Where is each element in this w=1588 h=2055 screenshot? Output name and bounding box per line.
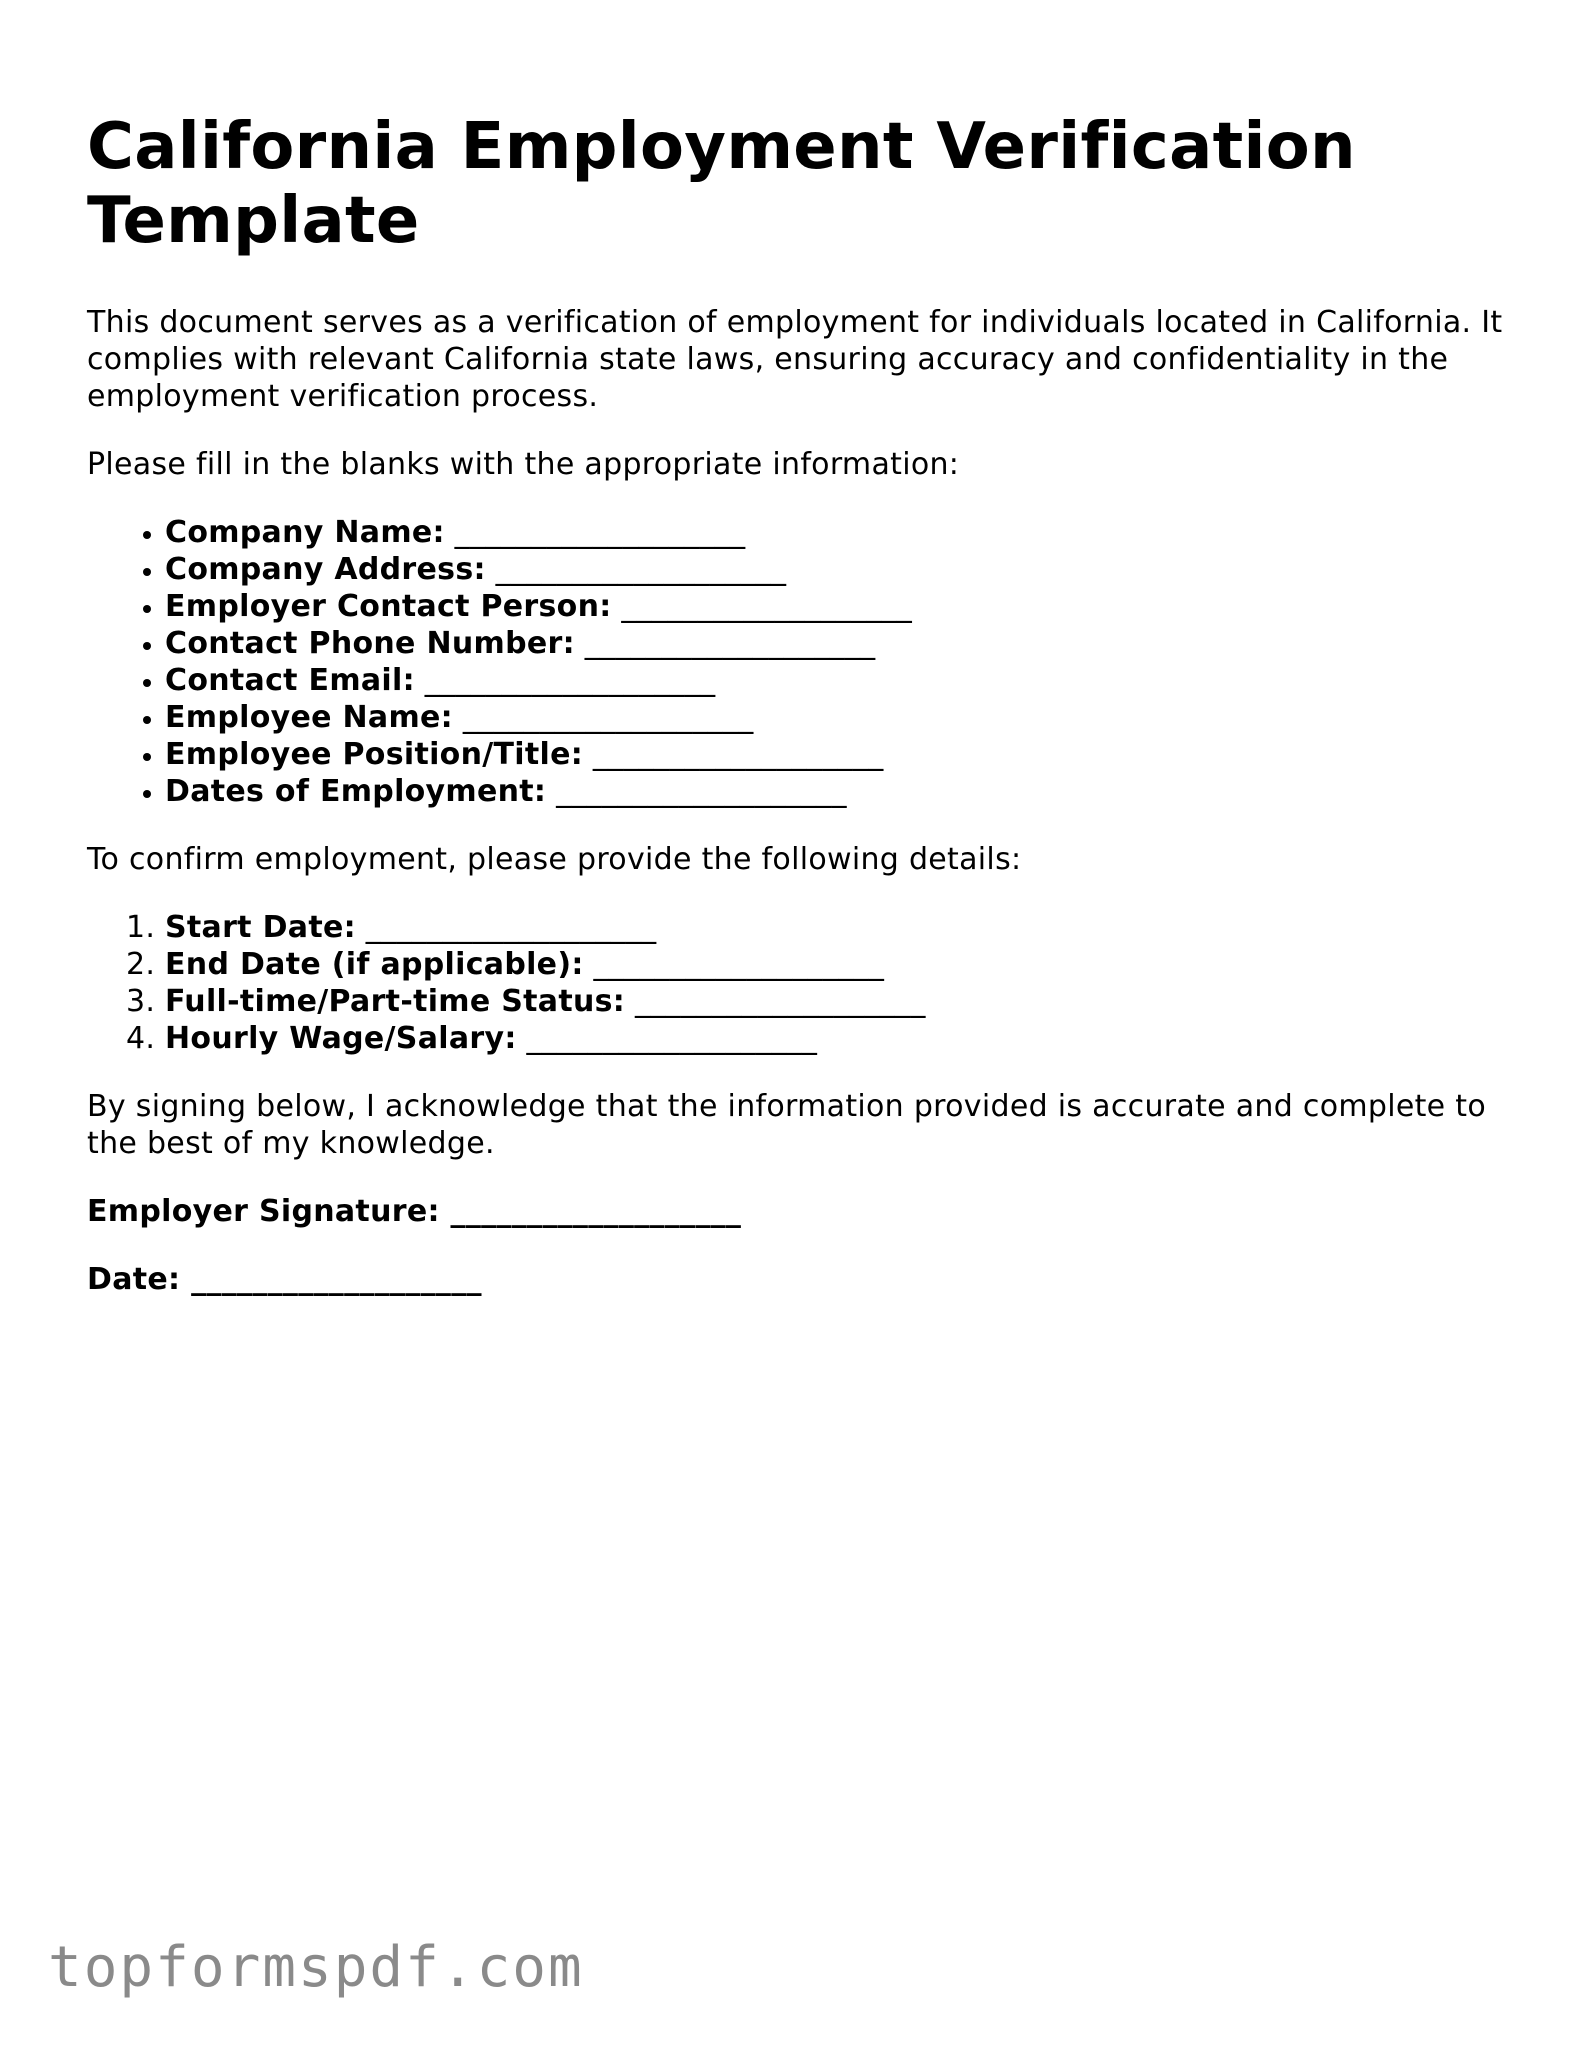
fill-blank: ___________________ [450,1194,742,1229]
field-label: Employee Position/Title: [165,737,584,772]
fill-blank: ___________________ [593,947,885,982]
instructions-paragraph: Please fill in the blanks with the appropriate information: [87,447,960,482]
list-item [165,909,1507,946]
list-item [165,1020,1507,1057]
detail-label: Full-time/Part-time Status: [165,984,626,1019]
list-item [165,514,1507,551]
fill-blank: ___________________ [424,663,716,698]
field-label: Dates of Employment: [165,774,547,809]
watermark: topformspdf.com [48,1935,584,2000]
list-item [165,946,1507,983]
field-label: Employee Name: [165,700,453,735]
list-item [165,588,1507,625]
date-line [87,1261,1507,1298]
fill-blank: ___________________ [191,1262,482,1297]
detail-label: Start Date: [165,910,356,945]
field-label: Contact Email: [165,663,415,698]
intro-paragraph: This document serves as a verification of employment for individuals located in California. It complies with relevant California state laws, ensuring accuracy and confidentiality in the employment verification process. [87,305,1503,414]
list-item [165,773,1507,810]
fill-blank: ___________________ [462,700,754,735]
list-item [165,699,1507,736]
field-label: Company Address: [165,552,486,587]
fill-blank: ___________________ [584,626,876,661]
field-label: Employer Contact Person: [165,589,612,624]
field-label: Company Name: [165,515,445,550]
employment-details-list [87,909,1507,1057]
document-page [87,110,1507,1329]
confirm-intro-paragraph: To confirm employment, please provide the following details: [87,842,1022,877]
fill-blank: ___________________ [454,515,746,550]
list-item [165,736,1507,773]
list-item [165,625,1507,662]
fill-blank: ___________________ [592,737,884,772]
acknowledgement-paragraph: By signing below, I acknowledge that the information provided is accurate and complete to the best of my knowledge. [87,1089,1486,1161]
fill-blank: ___________________ [495,552,787,587]
employer-signature-line [87,1193,1507,1230]
document-title: California Employment Verification Template [87,110,1356,258]
detail-label: Hourly Wage/Salary: [165,1021,517,1056]
list-item [165,662,1507,699]
signature-label: Employer Signature: [87,1194,440,1229]
list-item [165,551,1507,588]
fill-blank: ___________________ [526,1021,818,1056]
fill-blank: ___________________ [365,910,657,945]
employment-fields-list [87,514,1507,810]
detail-label: End Date (if applicable): [165,947,584,982]
fill-blank: ___________________ [621,589,913,624]
list-item [165,983,1507,1020]
field-label: Contact Phone Number: [165,626,575,661]
fill-blank: ___________________ [556,774,847,809]
fill-blank: ___________________ [634,984,926,1019]
date-label: Date: [87,1262,181,1297]
